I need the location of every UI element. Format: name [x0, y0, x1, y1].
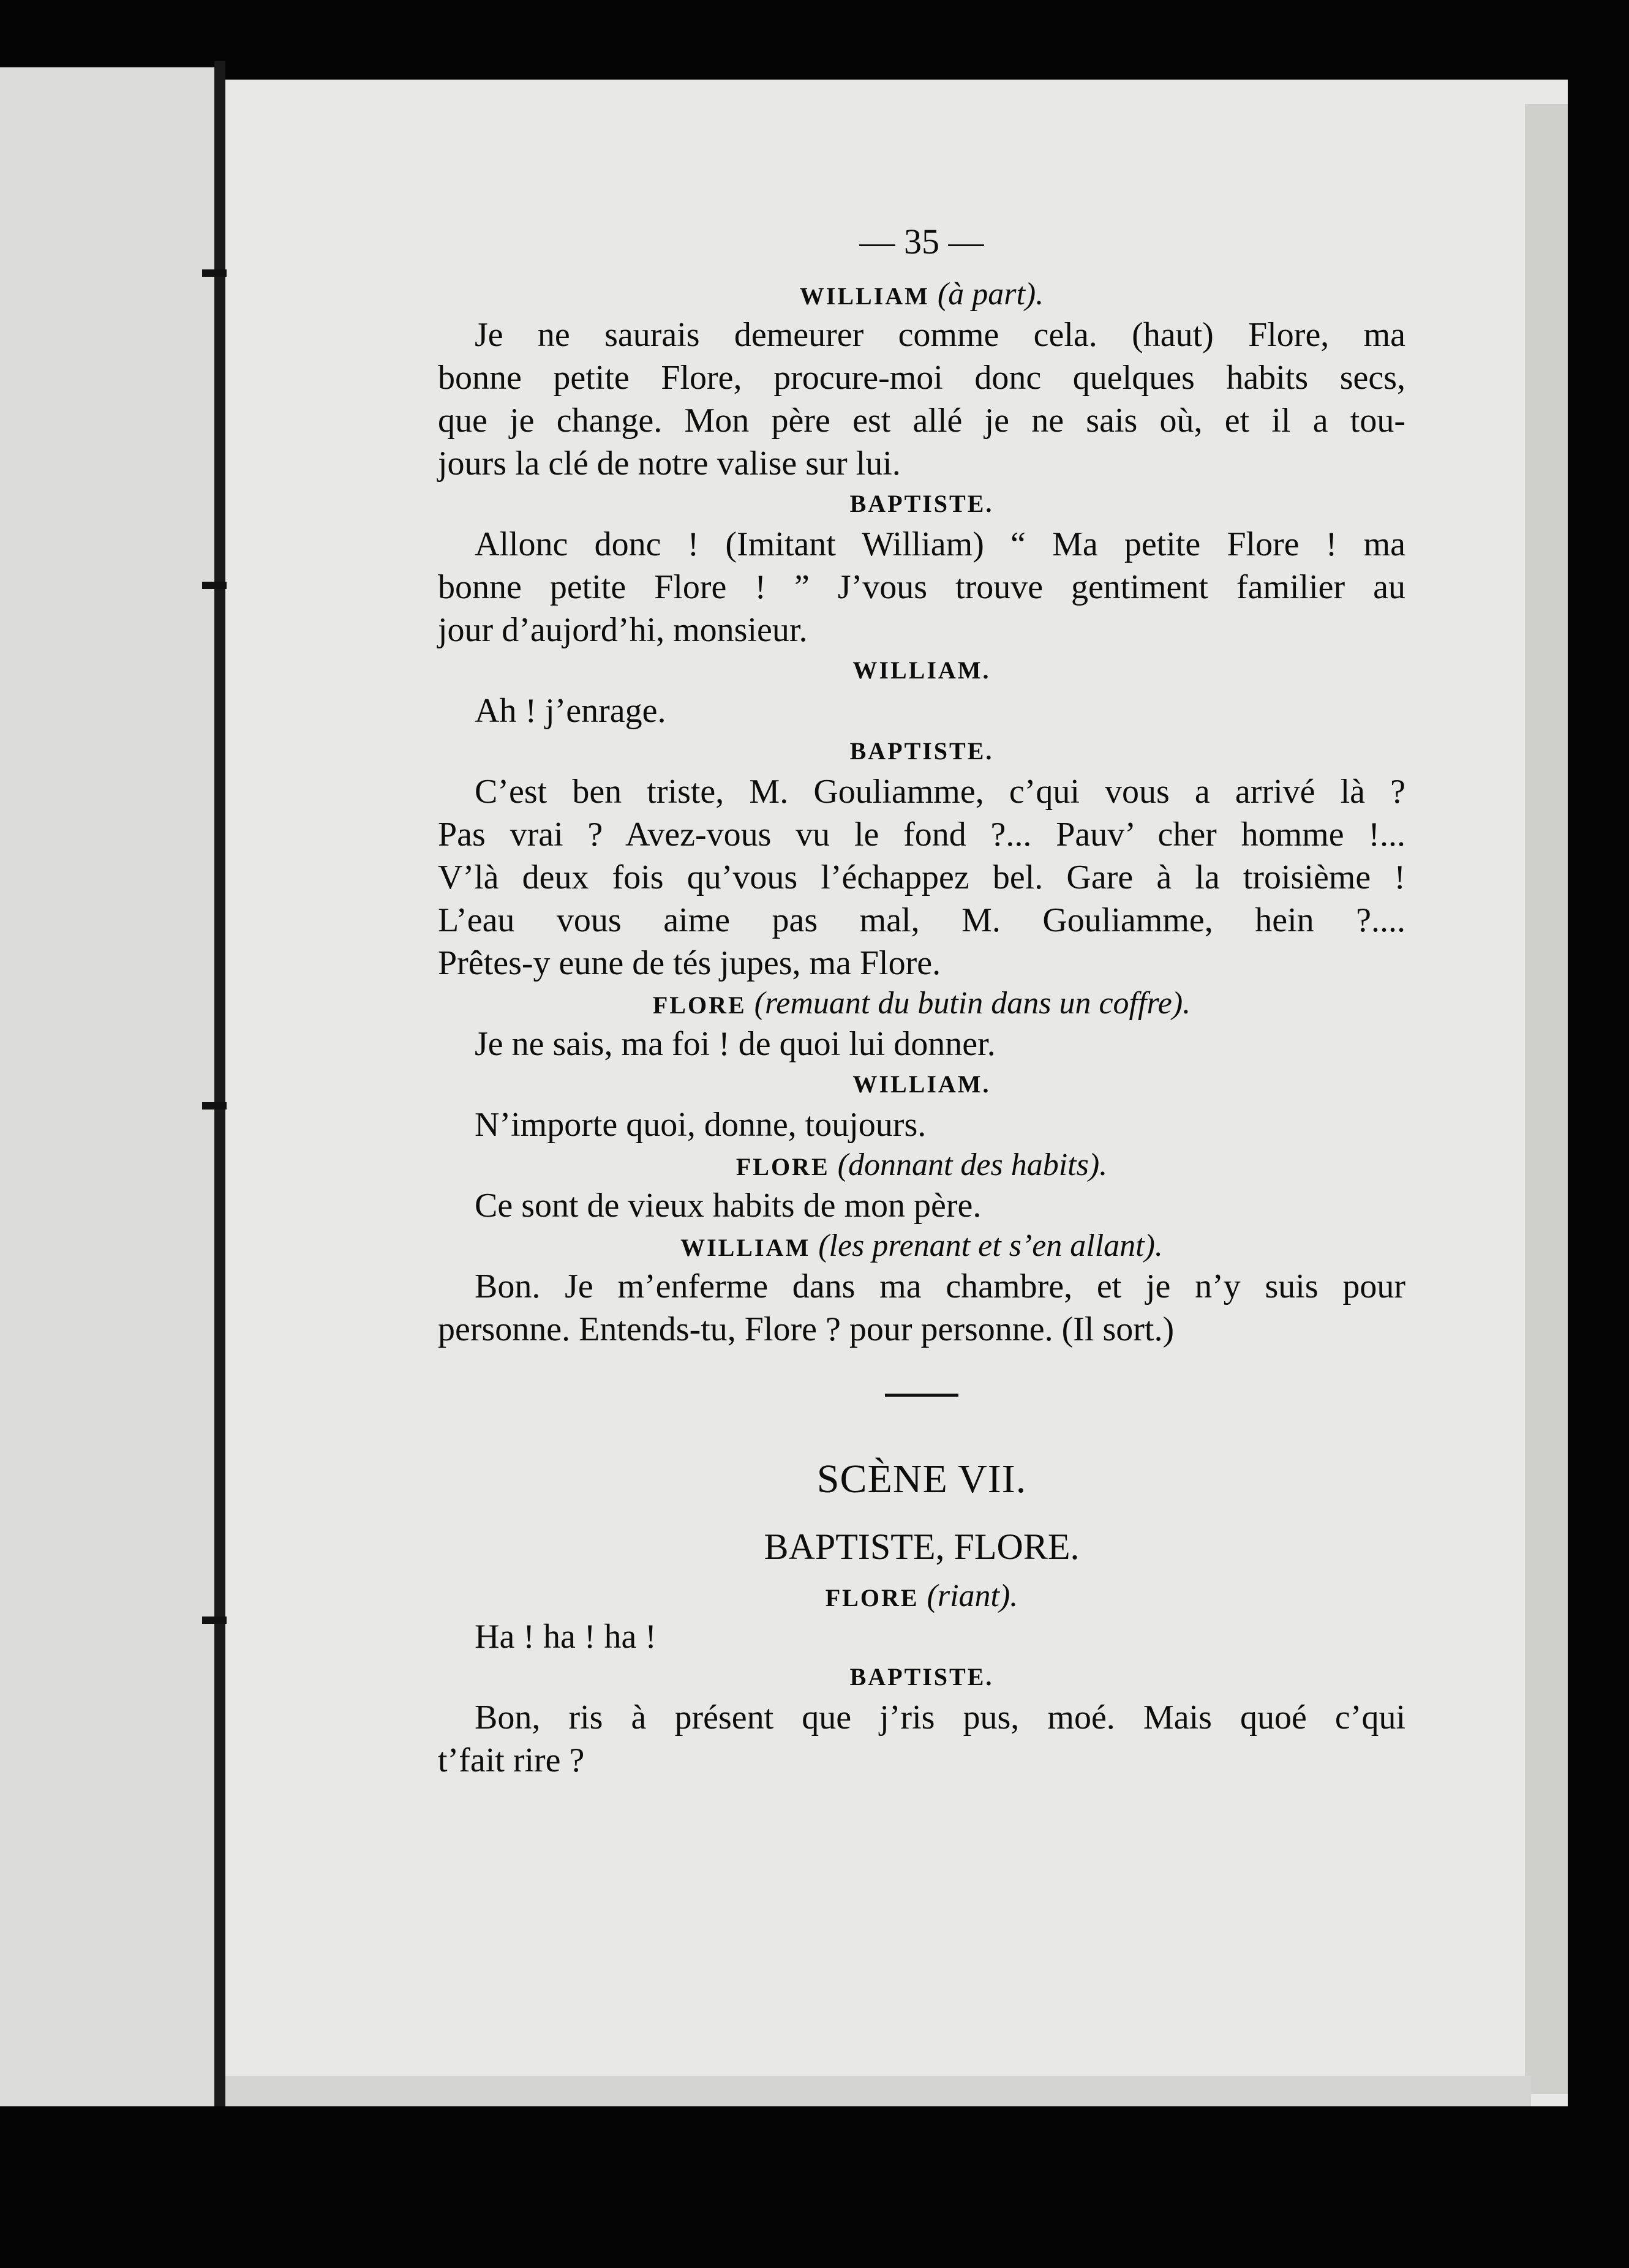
stage-direction: (les prenant et s’en allant).: [818, 1228, 1163, 1263]
binding-mark: [202, 1102, 227, 1110]
speaker-name: WILLIAM: [680, 1234, 811, 1261]
page-text: [438, 214, 1405, 1782]
text-line: jour d’aujord’hi, monsieur.: [438, 611, 808, 649]
speaker-heading: [438, 1658, 1405, 1696]
divider-line: [885, 1394, 958, 1397]
speaker-name: WILLIAM.: [852, 1070, 991, 1098]
speaker-heading: [438, 732, 1405, 770]
facing-page-edge: [0, 67, 220, 2106]
speaker-name: WILLIAM.: [852, 656, 991, 684]
section-rule: [438, 1351, 1405, 1443]
binding-mark: [202, 269, 227, 277]
text-line: C’est ben triste, M. Gouliamme, c’qui vous a arrivé là ?: [475, 773, 1405, 811]
speaker-heading: [438, 485, 1405, 523]
stage-direction: (riant).: [927, 1579, 1018, 1613]
text-line: jours la clé de notre valise sur lui.: [438, 445, 901, 483]
binding-mark: [202, 582, 227, 589]
text-line: V’là deux fois qu’vous l’échappez bel. Gare à la troisième !: [438, 858, 1405, 896]
scene-cast: BAPTISTE, FLORE.: [764, 1526, 1080, 1567]
text-line: Bon, ris à présent que j’ris pus, moé. Mais quoé c’qui: [475, 1699, 1405, 1737]
text-line: Je ne saurais demeurer comme cela. (haut) Flore, ma: [475, 316, 1405, 354]
speaker-name: FLORE: [652, 991, 747, 1019]
speaker-name: WILLIAM: [799, 282, 930, 310]
text-line: Ah ! j’enrage.: [475, 692, 666, 730]
page-edge-bottom: [220, 2076, 1531, 2106]
text-line: Pas vrai ? Avez-vous vu le fond ?... Pauv’ cher homme !...: [438, 816, 1405, 854]
scene-title: SCÈNE VII.: [816, 1457, 1027, 1501]
play-dialogue: [438, 276, 1405, 1782]
speaker-name: FLORE: [825, 1584, 919, 1612]
speaker-name: BAPTISTE.: [849, 1663, 994, 1691]
speaker-name: BAPTISTE.: [849, 737, 994, 765]
text-line: L’eau vous aime pas mal, M. Gouliamme, hein ?....: [438, 901, 1405, 939]
page-number: — 35 —: [859, 222, 984, 261]
speaker-name: BAPTISTE.: [849, 490, 994, 517]
text-line: que je change. Mon père est allé je ne sais où, et il a tou-: [438, 402, 1405, 440]
speaker-heading: [438, 651, 1405, 689]
text-line: t’fait rire ?: [438, 1741, 585, 1779]
text-line: bonne petite Flore ! ” J’vous trouve gentiment familier au: [438, 568, 1405, 606]
binding-gutter: [214, 61, 225, 2106]
speaker-heading: [438, 1065, 1405, 1103]
stage-direction: (à part).: [937, 277, 1044, 312]
text-line: Ha ! ha ! ha !: [475, 1618, 656, 1656]
stage-direction: (donnant des habits).: [837, 1147, 1108, 1182]
text-line: N’importe quoi, donne, toujours.: [475, 1106, 927, 1144]
stage-direction: (remuant du butin dans un coffre).: [754, 986, 1191, 1021]
text-line: Bon. Je m’enferme dans ma chambre, et je n’y suis pour: [475, 1267, 1405, 1305]
speaker-heading: [438, 1577, 1405, 1615]
text-line: Allonc donc ! (Imitant William) “ Ma petite Flore ! ma: [475, 525, 1405, 563]
page-edge-right: [1525, 104, 1568, 2094]
text-line: Prêtes-y eune de tés jupes, ma Flore.: [438, 944, 941, 982]
binding-mark: [202, 1617, 227, 1624]
speaker-heading: [438, 1227, 1405, 1265]
text-line: bonne petite Flore, procure-moi donc quelques habits secs,: [438, 359, 1405, 397]
text-line: personne. Entends-tu, Flore ? pour personne. (Il sort.): [438, 1310, 1175, 1348]
text-line: Je ne sais, ma foi ! de quoi lui donner.: [475, 1025, 996, 1063]
text-line: Ce sont de vieux habits de mon père.: [475, 1187, 982, 1225]
speaker-heading: [438, 1146, 1405, 1184]
speaker-heading: [438, 276, 1405, 314]
speaker-name: FLORE: [735, 1153, 830, 1181]
speaker-heading: [438, 985, 1405, 1023]
